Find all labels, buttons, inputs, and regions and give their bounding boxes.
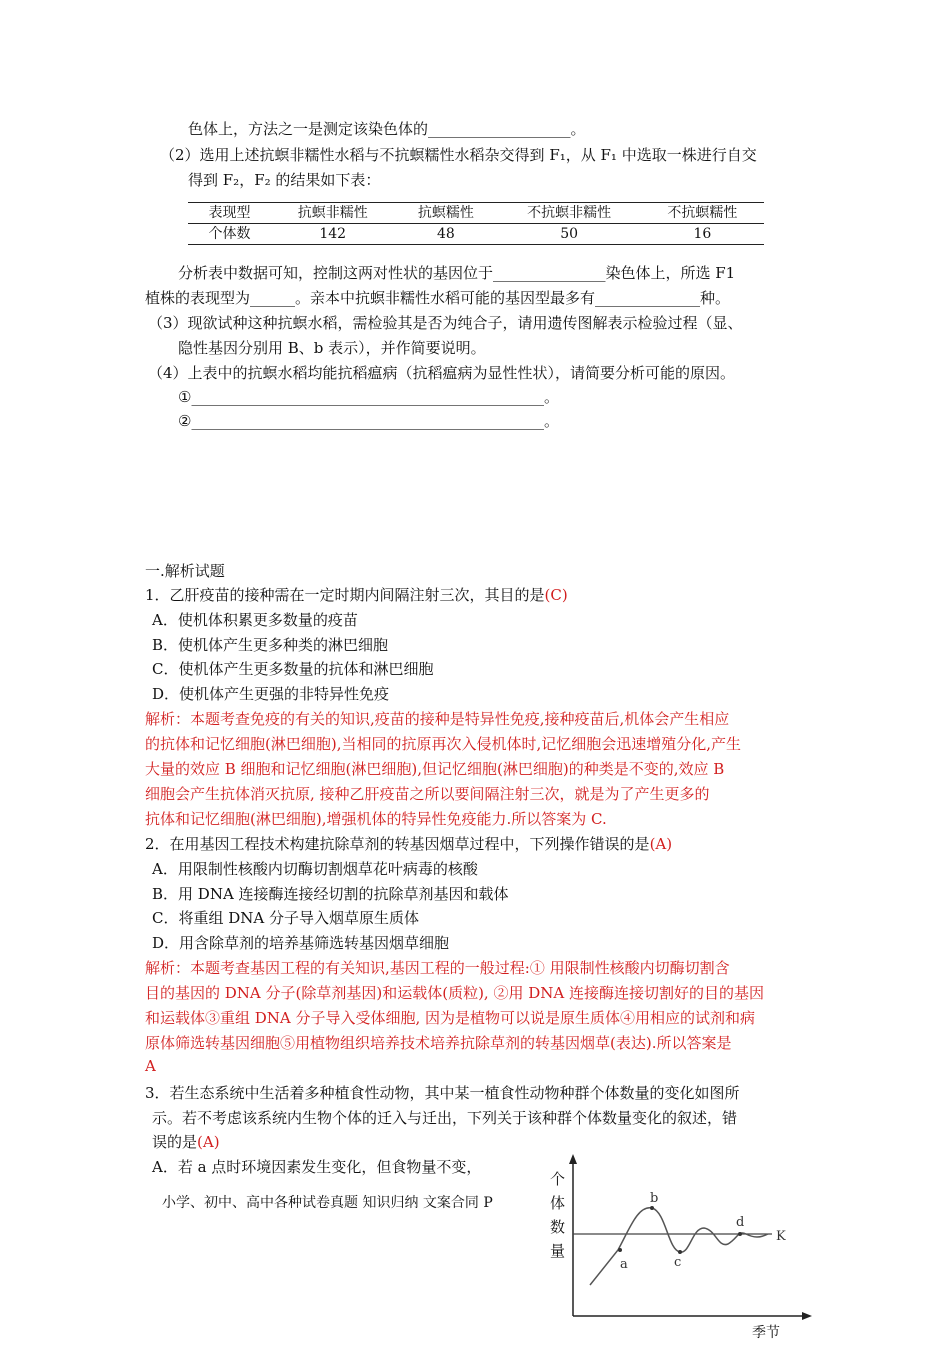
q3-stem-text: 误的是: [152, 1133, 198, 1151]
table-cell: 142: [319, 226, 347, 242]
table-row-label: 个体数: [208, 226, 251, 242]
point-c-marker: [678, 1250, 682, 1254]
y-label-char: 数: [550, 1218, 566, 1236]
point-a-marker: [618, 1248, 622, 1252]
point-c-label: c: [674, 1255, 682, 1270]
q2-line2: 得到 F₂，F₂ 的结果如下表：: [188, 171, 381, 189]
point-a-label: a: [620, 1257, 628, 1272]
x-axis-arrow-icon: [802, 1312, 812, 1320]
table-header-label: 表现型: [188, 203, 271, 224]
q2-stem-text: 2．在用基因工程技术构建抗除草剂的转基因烟草过程中，下列操作错误的是: [145, 835, 650, 853]
q-prev-line1: 色体上，方法之一是测定该染色体的___________________。: [188, 120, 586, 138]
table-header-cell: 不抗螟非糯性: [497, 203, 640, 224]
q4-line1: （4）上表中的抗螟水稻均能抗稻瘟病（抗稻瘟病为显性性状），请简要分析可能的原因。: [148, 364, 736, 382]
y-label-char: 个: [550, 1170, 566, 1188]
q3-stem-line1: 3．若生态系统中生活着多种植食性动物，其中某一植食性动物种群个体数量的变化如图所: [145, 1084, 740, 1102]
x-axis-label: 季节: [752, 1325, 780, 1341]
y-label-char: 量: [550, 1242, 566, 1260]
q1-answer: (C): [544, 586, 568, 604]
table-header-cell: 不抗螟糯性: [641, 203, 764, 224]
q1-option-b: B．使机体产生更多种类的淋巴细胞: [152, 636, 389, 654]
footer-ad-text: 小学、初中、高中各种试卷真题 知识归纳 文案合同 P: [162, 1195, 493, 1211]
phenotype-table-wrapper: [188, 202, 764, 245]
q1-stem: [145, 584, 568, 605]
q2-option-c: C．将重组 DNA 分子导入烟草原生质体: [152, 909, 419, 927]
q1-explanation-line: 解析：本题考查免疫的有关的知识,疫苗的接种是特异性免疫,接种疫苗后,机体会产生相应: [145, 710, 730, 728]
q2-answer: (A): [649, 835, 673, 853]
q1-explanation-line: 抗体和记忆细胞(淋巴细胞),增强机体的特异性免疫能力.所以答案为 C.: [145, 810, 607, 828]
q2-option-b: B．用 DNA 连接酶连接经切割的抗除草剂基因和载体: [152, 885, 509, 903]
q2-option-a: A．用限制性核酸内切酶切割烟草花叶病毒的核酸: [152, 860, 478, 878]
q4-blank1: ①_______________________________________________。: [178, 388, 559, 406]
q3-line1: （3）现欲试种这种抗螟水稻，需检验其是否为纯合子，请用遗传图解表示检验过程（显、: [148, 314, 743, 332]
q1-explanation-line: 的抗体和记忆细胞(淋巴细胞),当相同的抗原再次入侵机体时,记忆细胞会迅速增殖分化,产生: [145, 735, 742, 753]
q1-option-a: A．使机体积累更多数量的疫苗: [152, 611, 358, 629]
q3-stem-line3: [152, 1131, 220, 1152]
section-title: 一.解析试题: [145, 562, 225, 580]
q1-explanation-line: 细胞会产生抗体消灭抗原, 接种乙肝疫苗之所以要间隔注射三次，就是为了产生更多的: [145, 785, 710, 803]
population-figure: [540, 1150, 830, 1344]
point-d-label: d: [736, 1215, 745, 1230]
analysis-line1: 分析表中数据可知，控制这两对性状的基因位于_______________染色体上，所选 F1: [178, 264, 736, 282]
q2-explanation-line: 解析：本题考查基因工程的有关知识,基因工程的一般过程:① 用限制性核酸内切酶切割含: [145, 959, 730, 977]
q2-explanation-line: 原体筛选转基因细胞⑤用植物组织培养技术培养抗除草剂的转基因烟草(表达).所以答案是: [145, 1034, 732, 1052]
q3-answer: (A): [197, 1133, 220, 1151]
y-axis-arrow-icon: [569, 1154, 577, 1164]
analysis-line2: 植株的表现型为______。亲本中抗螟非糯性水稻可能的基因型最多有______________种。: [145, 289, 731, 307]
table-cell: 48: [436, 226, 455, 242]
population-graph: [540, 1150, 830, 1344]
q3-stem-line2: 示。若不考虑该系统内生物个体的迁入与迁出，下列关于该种群个体数量变化的叙述，错: [152, 1109, 738, 1127]
q4-blank2: ②_______________________________________________。: [178, 412, 559, 430]
q2-explanation-line: 和运载体③重组 DNA 分子导入受体细胞, 因为是植物可以说是原生质体④用相应的试剂和病: [145, 1009, 756, 1027]
point-d-marker: [738, 1232, 742, 1236]
q2-line1: （2）选用上述抗螟非糯性水稻与不抗螟糯性水稻杂交得到 F₁，从 F₁ 中选取一株进行自交: [160, 146, 757, 164]
q1-option-c: C．使机体产生更多数量的抗体和淋巴细胞: [152, 660, 434, 678]
point-b-marker: [650, 1206, 654, 1210]
q2-stem: [145, 833, 672, 854]
table-cell: 50: [560, 226, 579, 242]
table-cell: 16: [693, 226, 712, 242]
table-row: [188, 224, 764, 245]
q3-line2: 隐性基因分别用 B、b 表示），并作简要说明。: [178, 339, 486, 357]
table-header-cell: 抗螟糯性: [394, 203, 497, 224]
q1-option-d: D．使机体产生更强的非特异性免疫: [152, 685, 390, 703]
table-header-cell: 抗螟非糯性: [271, 203, 394, 224]
phenotype-table: [188, 202, 764, 245]
point-b-label: b: [650, 1191, 659, 1206]
q2-explanation-line: 目的基因的 DNA 分子(除草剂基因)和运载体(质粒), ②用 DNA 连接酶连接切割好的目的基因: [145, 984, 764, 1002]
k-label: K: [776, 1229, 786, 1244]
q1-stem-text: 1．乙肝疫苗的接种需在一定时期内间隔注射三次，其目的是: [145, 586, 545, 604]
q2-option-d: D．用含除草剂的培养基筛选转基因烟草细胞: [152, 934, 450, 952]
q3-option-a: A．若 a 点时环境因素发生变化，但食物量不变，: [152, 1158, 482, 1176]
q2-explanation-line: A: [145, 1057, 156, 1075]
q1-explanation-line: 大量的效应 B 细胞和记忆细胞(淋巴细胞),但记忆细胞(淋巴细胞)的种类是不变的,效应 B: [145, 760, 725, 778]
y-label-char: 体: [550, 1194, 566, 1212]
